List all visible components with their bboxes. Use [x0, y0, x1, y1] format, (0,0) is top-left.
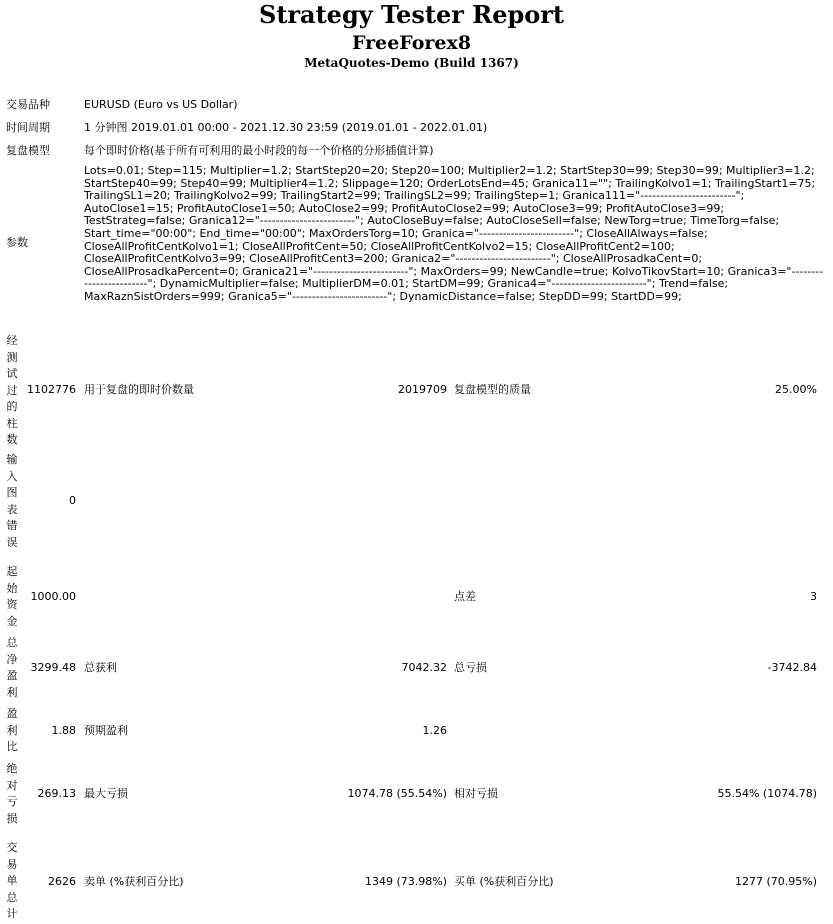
- expected-payoff-value: 1.26: [422, 724, 447, 737]
- report-title: Strategy Tester Report: [258, 0, 565, 29]
- total-trades-value: 2626: [48, 875, 76, 888]
- quality-label: 复盘模型的质量: [454, 383, 531, 396]
- short-positions-value: 1349 (73.98%): [364, 875, 447, 888]
- gross-profit-value: 7042.32: [401, 661, 447, 674]
- errors-value: 0: [69, 494, 76, 507]
- maximal-drawdown-value: 1074.78 (55.54%): [347, 787, 447, 800]
- gross-loss-value: -3742.84: [767, 661, 817, 674]
- deposit-value: 1000.00: [30, 590, 76, 603]
- total-trades-label: 交易单总计: [6, 841, 18, 920]
- net-profit-value: 3299.48: [30, 661, 76, 674]
- expected-payoff-label: 预期盈利: [84, 724, 128, 737]
- absolute-drawdown-label: 绝对亏损: [6, 762, 18, 825]
- errors-label: 输入图表错误: [6, 453, 18, 549]
- relative-drawdown-label: 相对亏损: [454, 787, 498, 800]
- build-info: MetaQuotes-Demo (Build 1367): [304, 56, 519, 70]
- gross-loss-label: 总亏损: [454, 661, 487, 674]
- profit-factor-label: 盈利比: [6, 707, 18, 753]
- period-label: 时间周期: [6, 121, 50, 134]
- ticks-value: 2019709: [398, 383, 447, 396]
- long-positions-label: 买单 (%获利百分比): [454, 875, 554, 888]
- relative-drawdown-value: 55.54% (1074.78): [717, 787, 817, 800]
- params-value: Lots=0.01; Step=115; Multiplier=1.2; StartStep20=20; Step20=100; Multiplier2=1.2; StartStep30=99; Step30=99; Multiplier3=1.2; StartStep40=99; Step40=99; Multiplier4=1.2; Slippage=120; OrderLotsEnd=45; Granica11=""; TrailingKolvo1=1; TrailingStart1=75; TrailingSL1=20; TrailingKolvo2=99; TrailingStart2=99; TrailingSL2=99; TrailingStep=1; Granica111="------------------------"; AutoClose1=15; ProfitAutoClose1=50; AutoClose2=99; ProfitAutoClose2=99; AutoClose3=99; ProfitAutoClose3=99; TestStrateg=false; Granica12="------------------------"; AutoCloseBuy=false; AutoCloseSell=false; NewTorg=true; TimeTorg=false; Start_time="00:00"; End_time="00:00"; MaxOrdersTorg=10; Granica="------------------------"; CloseAllAlways=false; CloseAllProfitCentKolvo1=1; CloseAllProfitCent=50; CloseAllProfitCentKolvo2=15; CloseAllProfitCent2=100; CloseAllProfitCentKolvo3=99; CloseAllProfitCent3=200; Granica2="------------------------"; CloseAllProsadkaCent=0; CloseAllProsadkaPercent=0; Granica21="------------------------"; MaxOrders=99; NewCandle=true; KolvoTikovStart=10; Granica3="------------------------"; DynamicMultiplier=false; MultiplierDM=0.01; StartDM=99; Granica4="------------------------"; Trend=false; MaxRaznSistOrders=999; Granica5="------------------------"; DynamicDistance=false; StepDD=99; StartDD=99;: [84, 164, 824, 303]
- symbol-label: 交易品种: [6, 98, 50, 111]
- absolute-drawdown-value: 269.13: [37, 787, 76, 800]
- spread-label: 点差: [454, 590, 476, 603]
- symbol-value: EURUSD (Euro vs US Dollar): [84, 98, 238, 111]
- quality-value: 25.00%: [775, 383, 817, 396]
- net-profit-label: 总净盈利: [6, 636, 18, 699]
- model-value: 每个即时价格(基于所有可利用的最小时段的每一个价格的分形插值计算): [84, 144, 434, 157]
- bars-value: 1102776: [27, 383, 76, 396]
- deposit-label: 起始资金: [6, 565, 18, 628]
- model-label: 复盘模型: [6, 144, 50, 157]
- short-positions-label: 卖单 (%获利百分比): [84, 875, 184, 888]
- expert-name: FreeForex8: [351, 32, 472, 54]
- ticks-label: 用于复盘的即时价数量: [84, 383, 194, 396]
- profit-factor-value: 1.88: [51, 724, 76, 737]
- long-positions-value: 1277 (70.95%): [734, 875, 817, 888]
- maximal-drawdown-label: 最大亏损: [84, 787, 128, 800]
- spread-value: 3: [810, 590, 817, 603]
- gross-profit-label: 总获利: [84, 661, 117, 674]
- params-label: 参数: [6, 236, 28, 249]
- period-value: 1 分钟图 2019.01.01 00:00 - 2021.12.30 23:59 (2019.01.01 - 2022.01.01): [84, 121, 488, 134]
- bars-label: 经测试过的柱数: [6, 334, 18, 446]
